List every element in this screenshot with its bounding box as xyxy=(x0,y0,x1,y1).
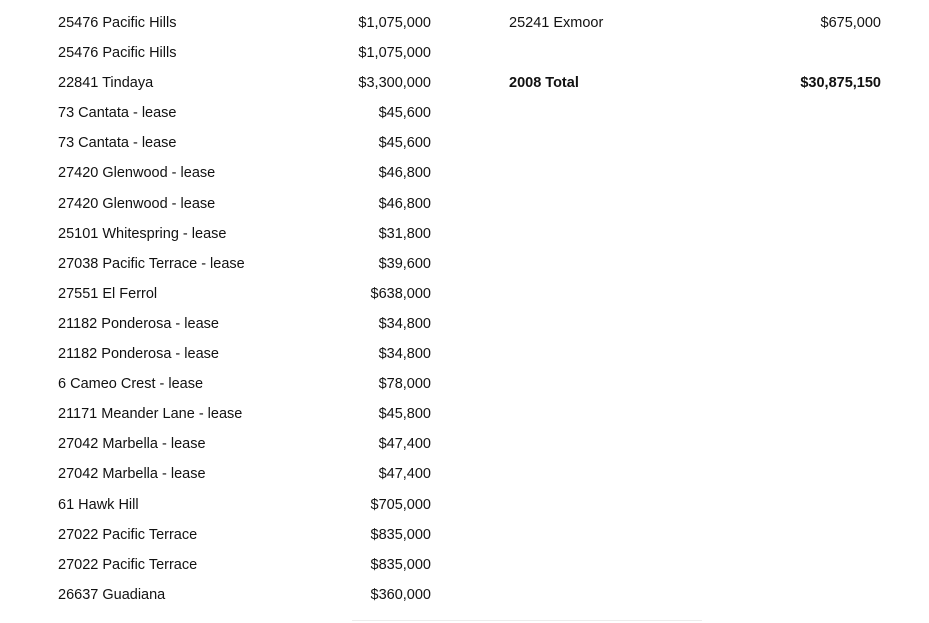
list-item xyxy=(58,284,431,314)
property-name: 73 Cantata - lease xyxy=(58,105,177,122)
property-name: 27551 El Ferrol xyxy=(58,285,158,302)
list-item xyxy=(58,254,431,284)
property-amount: $45,600 xyxy=(378,105,431,122)
property-amount: $675,000 xyxy=(820,15,881,31)
total-row xyxy=(509,73,881,103)
list-item xyxy=(58,194,431,224)
property-amount: $1,075,000 xyxy=(358,15,431,31)
total-amount: $30,875,150 xyxy=(800,75,881,92)
property-name: 25476 Pacific Hills xyxy=(58,45,177,62)
property-name: 27420 Glenwood - lease xyxy=(58,165,216,182)
property-name: 25101 Whitespring - lease xyxy=(58,225,227,242)
property-amount: $47,400 xyxy=(378,466,431,483)
property-name: 61 Hawk Hill xyxy=(58,496,139,513)
list-item xyxy=(58,585,431,615)
list-item xyxy=(58,103,431,133)
list-item xyxy=(58,404,431,434)
property-amount: $1,075,000 xyxy=(358,45,431,62)
property-amount: $45,600 xyxy=(378,135,431,152)
property-amount: $835,000 xyxy=(370,556,431,573)
property-amount: $360,000 xyxy=(370,586,431,603)
list-item xyxy=(58,525,431,555)
list-item xyxy=(58,374,431,404)
property-name: 21182 Ponderosa - lease xyxy=(58,315,219,332)
list-item xyxy=(58,133,431,163)
list-item xyxy=(58,13,431,43)
total-label: 2008 Total xyxy=(509,75,579,92)
list-item xyxy=(58,314,431,344)
list-item xyxy=(58,555,431,585)
blank-row xyxy=(509,43,881,73)
property-amount: $3,300,000 xyxy=(358,75,431,92)
property-name: 6 Cameo Crest - lease xyxy=(58,376,204,393)
property-name: 27420 Glenwood - lease xyxy=(58,195,216,212)
list-item xyxy=(58,224,431,254)
property-name: 21171 Meander Lane - lease xyxy=(58,406,243,423)
property-name: 22841 Tindaya xyxy=(58,75,154,92)
property-amount: $34,800 xyxy=(378,315,431,332)
property-name: 26637 Guadiana xyxy=(58,586,166,603)
property-amount: $78,000 xyxy=(378,376,431,393)
property-name: 25241 Exmoor xyxy=(509,15,604,31)
list-item xyxy=(58,163,431,193)
property-name: 27042 Marbella - lease xyxy=(58,436,206,453)
listing-column-right xyxy=(509,13,881,103)
property-name: 25476 Pacific Hills xyxy=(58,15,177,31)
page-edge-divider xyxy=(352,620,702,621)
property-amount: $835,000 xyxy=(370,526,431,543)
property-name: 27042 Marbella - lease xyxy=(58,466,206,483)
list-item xyxy=(58,434,431,464)
property-amount: $46,800 xyxy=(378,195,431,212)
property-name: 27022 Pacific Terrace xyxy=(58,526,198,543)
list-item xyxy=(58,464,431,494)
property-amount: $46,800 xyxy=(378,165,431,182)
property-name: 27038 Pacific Terrace - lease xyxy=(58,255,245,272)
list-item xyxy=(58,73,431,103)
property-amount: $31,800 xyxy=(378,225,431,242)
listing-column-left xyxy=(58,13,431,615)
property-name: 27022 Pacific Terrace xyxy=(58,556,198,573)
property-amount: $34,800 xyxy=(378,346,431,363)
property-name: 21182 Ponderosa - lease xyxy=(58,346,219,363)
property-amount: $39,600 xyxy=(378,255,431,272)
list-item xyxy=(58,344,431,374)
property-name: 73 Cantata - lease xyxy=(58,135,177,152)
list-item xyxy=(509,13,881,43)
property-amount: $638,000 xyxy=(370,285,431,302)
list-item xyxy=(58,43,431,73)
property-amount: $705,000 xyxy=(370,496,431,513)
property-amount: $47,400 xyxy=(378,436,431,453)
list-item xyxy=(58,495,431,525)
property-amount: $45,800 xyxy=(378,406,431,423)
